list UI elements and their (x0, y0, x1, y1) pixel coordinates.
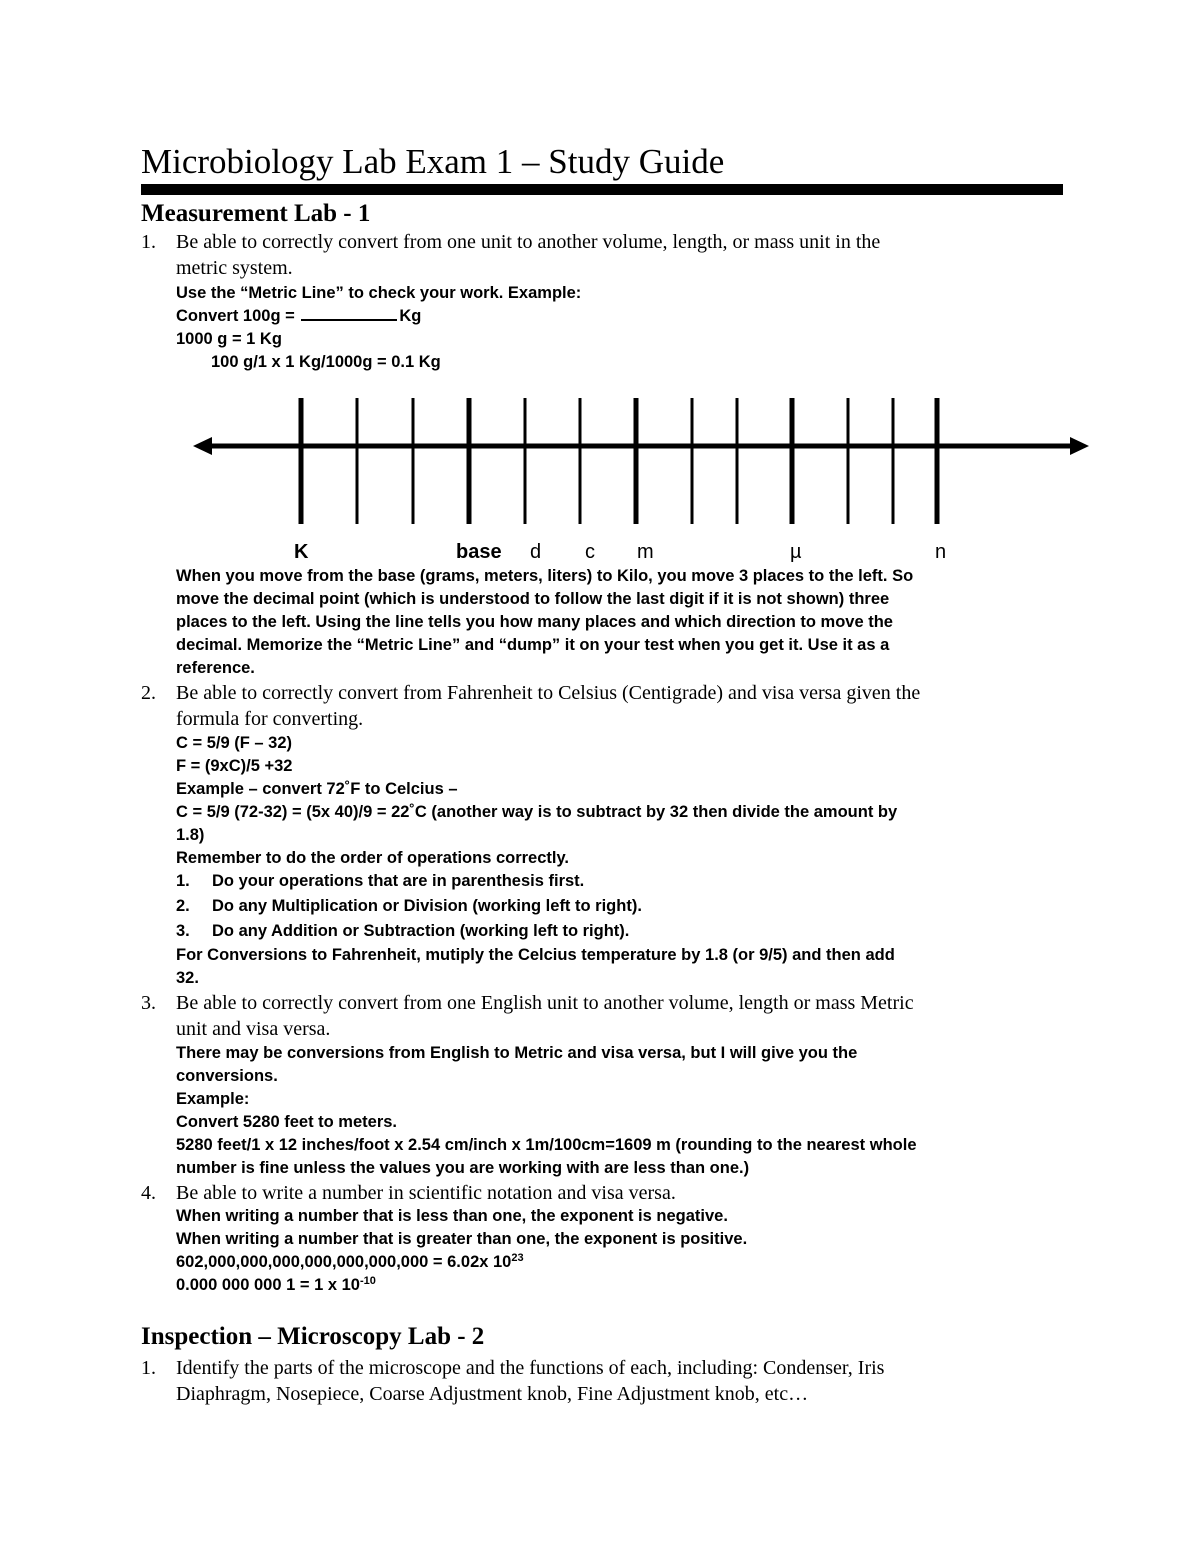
explanation-line: move the decimal point (which is understood to follow the last digit if it is not shown) three (176, 590, 890, 608)
sci-notation-example (176, 1251, 524, 1274)
note-line: C = 5/9 (72-32) = (5x 40)/9 = 22˚C (another way is to subtract by 32 then divide the amount by (176, 803, 898, 821)
note-line: conversions. (176, 1067, 278, 1085)
item-number: 1. (141, 1357, 156, 1379)
op-number: 1. (176, 872, 190, 890)
item-text: Be able to correctly convert from Fahrenheit to Celsius (Centigrade) and visa versa given the (176, 682, 921, 704)
sci-exponent: 23 (511, 1252, 524, 1264)
explanation-line: When you move from the base (grams, meters, liters) to Kilo, you move 3 places to the left. So (176, 567, 914, 585)
note-line: For Conversions to Fahrenheit, mutiply the Celcius temperature by 1.8 (or 9/5) and then add (176, 946, 895, 964)
sci-notation-example (176, 1274, 376, 1297)
note-line: There may be conversions from English to Metric and visa versa, but I will give you the (176, 1044, 858, 1062)
note-line: When writing a number that is less than one, the exponent is negative. (176, 1207, 728, 1225)
metric-line-diagram (0, 0, 1200, 540)
op-text: Do your operations that are in parenthesis first. (212, 872, 585, 890)
label-deci: d (530, 541, 542, 563)
convert-prefix: Convert 100g = (176, 307, 300, 325)
item-number: 4. (141, 1182, 156, 1204)
note-line: number is fine unless the values you are working with are less than one.) (176, 1159, 750, 1177)
item-text: metric system. (176, 257, 293, 279)
op-number: 3. (176, 922, 190, 940)
label-base: base (456, 541, 502, 563)
label-micro: µ (790, 541, 802, 563)
item-text: unit and visa versa. (176, 1018, 331, 1040)
section-heading-measurement: Measurement Lab - 1 (141, 200, 371, 227)
item-text: Be able to correctly convert from one English unit to another volume, length or mass Metric (176, 992, 914, 1014)
note-line: When writing a number that is greater than one, the exponent is positive. (176, 1230, 748, 1248)
label-kilo: K (294, 541, 309, 563)
note-line: Remember to do the order of operations correctly. (176, 849, 570, 867)
label-nano: n (935, 541, 947, 563)
note-line: Use the “Metric Line” to check your work. Example: (176, 284, 582, 302)
item-text: formula for converting. (176, 708, 364, 730)
item-number: 3. (141, 992, 156, 1014)
item-text: Be able to write a number in scientific notation and visa versa. (176, 1182, 676, 1204)
sci-exponent: -10 (359, 1275, 376, 1287)
note-line: 100 g/1 x 1 Kg/1000g = 0.1 Kg (211, 353, 441, 371)
op-text: Do any Addition or Subtraction (working left to right). (212, 922, 630, 940)
note-line: C = 5/9 (F – 32) (176, 734, 293, 752)
explanation-line: places to the left. Using the line tells you how many places and which direction to move the (176, 613, 893, 631)
item-number: 2. (141, 682, 156, 704)
page-title: Microbiology Lab Exam 1 – Study Guide (141, 142, 725, 181)
explanation-line: decimal. Memorize the “Metric Line” and “dump” it on your test when you get it. Use it as a (176, 636, 890, 654)
right-arrow-icon (1070, 437, 1089, 455)
item-number: 1. (141, 231, 156, 253)
note-line: 32. (176, 969, 199, 987)
op-text: Do any Multiplication or Division (working left to right). (212, 897, 642, 915)
item-text: Be able to correctly convert from one unit to another volume, length, or mass unit in the (176, 231, 881, 253)
left-arrow-icon (193, 437, 212, 455)
note-line: Example – convert 72˚F to Celcius – (176, 780, 458, 798)
sci-base: 0.000 000 000 1 = 1 x 10 (176, 1276, 360, 1294)
note-line: 1000 g = 1 Kg (176, 330, 282, 348)
section-heading-microscopy: Inspection – Microscopy Lab - 2 (141, 1323, 485, 1350)
sci-base: 602,000,000,000,000,000,000,000 = 6.02x 10 (176, 1253, 512, 1271)
note-line: Convert 5280 feet to meters. (176, 1113, 398, 1131)
explanation-line: reference. (176, 659, 255, 677)
op-number: 2. (176, 897, 190, 915)
note-line: Example: (176, 1090, 250, 1108)
item-text: Identify the parts of the microscope and the functions of each, including: Condenser, Iris (176, 1357, 885, 1379)
label-milli: m (637, 541, 654, 563)
convert-suffix: Kg (399, 307, 422, 325)
item-text: Diaphragm, Nosepiece, Coarse Adjustment knob, Fine Adjustment knob, etc… (176, 1383, 809, 1405)
label-centi: c (585, 541, 595, 563)
note-line: 5280 feet/1 x 12 inches/foot x 2.54 cm/inch x 1m/100cm=1609 m (rounding to the nearest whole (176, 1136, 917, 1154)
note-line: 1.8) (176, 826, 205, 844)
note-line: F = (9xC)/5 +32 (176, 757, 293, 775)
